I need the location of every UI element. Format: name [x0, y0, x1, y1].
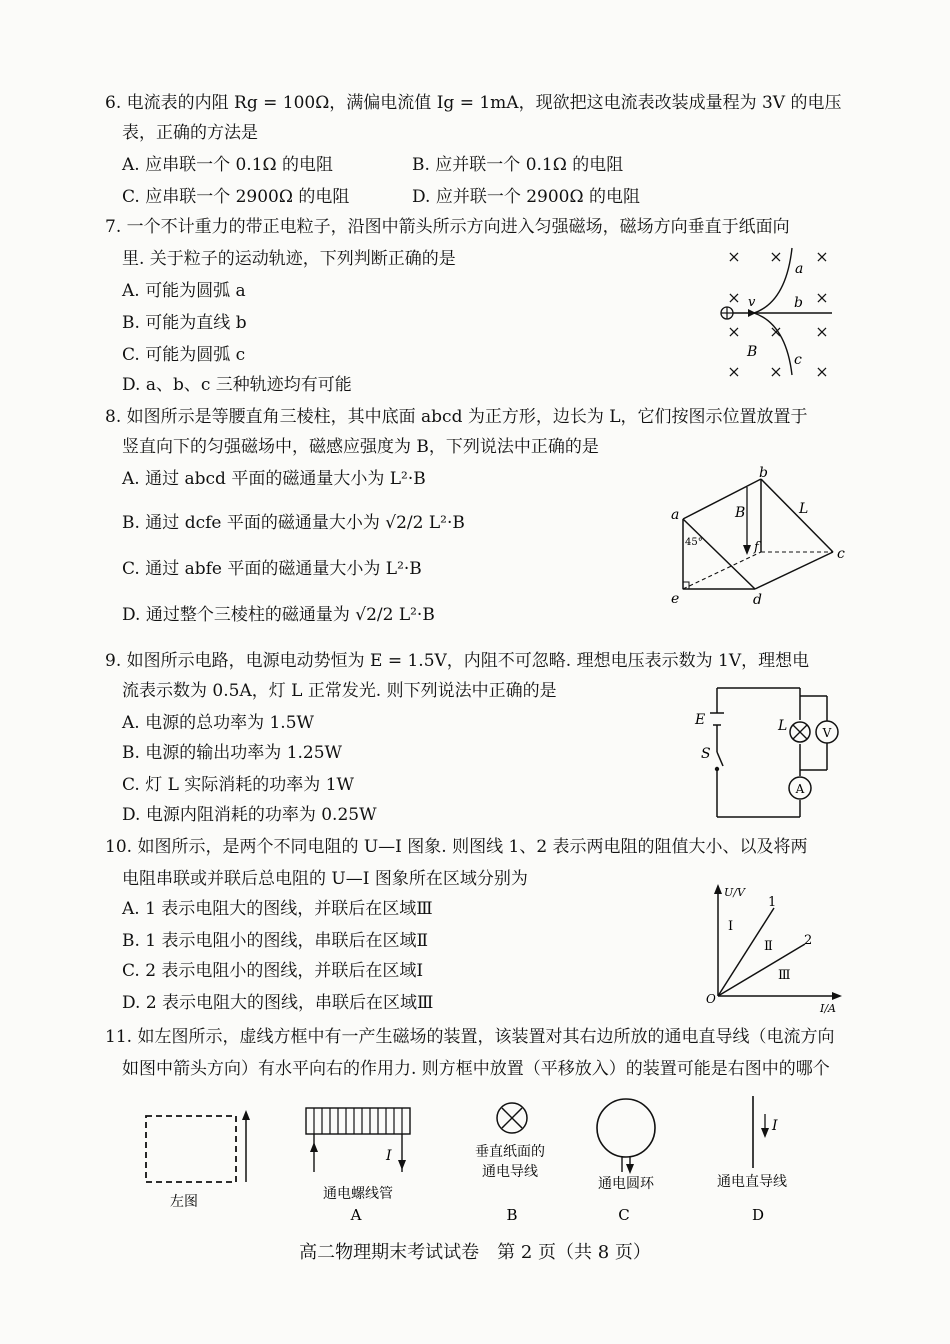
q11-solenoid-current-label: I	[386, 1148, 392, 1164]
q10-region-3: Ⅲ	[778, 968, 791, 983]
q8-label-length: L	[799, 501, 809, 517]
page-footer: 高二物理期末考试试卷 第 2 页（共 8 页）	[299, 1242, 651, 1263]
q9-label-s: S	[701, 746, 711, 762]
q6-option-c: C. 应串联一个 2900Ω 的电阻	[122, 187, 350, 207]
q7-option-b: B. 可能为直线 b	[122, 313, 247, 333]
q9-stem-line1: 9. 如图所示电路，电源电动势恒为 E = 1.5V，内阻不可忽略. 理想电压表示数为 1V，理想电	[105, 651, 810, 671]
svg-text:×: ×	[727, 247, 741, 266]
q11-b-caption-1: 垂直纸面的	[475, 1144, 545, 1160]
q11-d-caption: 通电直导线	[717, 1174, 787, 1190]
q10-stem-line1: 10. 如图所示，是两个不同电阻的 U—I 图象. 则图线 1、2 表示两电阻的阻值大小、以及将两	[105, 837, 808, 857]
q11-straight-wire-icon	[753, 1096, 769, 1168]
svg-text:×: ×	[769, 322, 783, 341]
q9-label-v: V	[822, 726, 832, 740]
q11-stem-line1: 11. 如左图所示，虚线方框中有一产生磁场的装置，该装置对其右边所放的通电直导线（电流方向	[105, 1027, 835, 1047]
q8-label-angle: 45°	[685, 537, 703, 548]
q10-region-1: Ⅰ	[728, 919, 734, 934]
q11-c-caption: 通电圆环	[598, 1176, 654, 1192]
q9-circuit-figure	[690, 680, 850, 825]
q7-option-c: C. 可能为圆弧 c	[122, 345, 246, 365]
q11-b-caption-2: 通电导线	[482, 1164, 538, 1180]
svg-text:×: ×	[815, 288, 829, 307]
q7-label-b: b	[794, 295, 803, 311]
q11-dashed-box	[146, 1116, 236, 1182]
q11-solenoid-icon	[306, 1108, 410, 1172]
q7-option-a: A. 可能为圆弧 a	[122, 281, 246, 301]
q9-option-d: D. 电源内阻消耗的功率为 0.25W	[122, 805, 377, 825]
q11-left-caption: 左图	[170, 1194, 198, 1210]
q8-label-b: b	[759, 465, 768, 481]
q8-stem-line2: 竖直向下的匀强磁场中，磁感应强度为 B，下列说法中正确的是	[122, 437, 599, 457]
q9-label-e: E	[695, 712, 706, 728]
q8-label-field: B	[735, 505, 746, 521]
q8-label-f: f	[754, 540, 759, 555]
q11-wire-current-label: I	[772, 1118, 778, 1134]
q10-y-axis-label: U/V	[724, 886, 745, 899]
q7-stem-line2: 里. 关于粒子的运动轨迹，下列判断正确的是	[122, 249, 456, 269]
svg-text:×: ×	[727, 362, 741, 381]
q9-option-a: A. 电源的总功率为 1.5W	[122, 713, 314, 733]
q7-option-d: D. a、b、c 三种轨迹均有可能	[122, 375, 352, 395]
q11-c-letter: C	[618, 1206, 630, 1220]
q10-line1-label: 1	[768, 895, 777, 910]
q6-option-d: D. 应并联一个 2900Ω 的电阻	[412, 187, 640, 207]
q6-stem-line1: 6. 电流表的内阻 Rg = 100Ω，满偏电流值 Ig = 1mA，现欲把这电流表改装成量程为 3V 的电压	[105, 93, 842, 113]
q7-stem-line1: 7. 一个不计重力的带正电粒子，沿图中箭头所示方向进入匀强磁场，磁场方向垂直于纸面向	[105, 217, 790, 237]
q11-d-letter: D	[751, 1206, 765, 1220]
q7-magnetic-field-figure	[710, 240, 840, 385]
q11-stem-line2: 如图中箭头方向）有水平向右的作用力. 则方框中放置（平移放入）的装置可能是右图中的哪个	[122, 1059, 830, 1079]
q9-stem-line2: 流表示数为 0.5A，灯 L 正常发光. 则下列说法中正确的是	[122, 681, 557, 701]
q8-label-e: e	[671, 591, 680, 607]
q11-current-ring-icon	[597, 1099, 655, 1174]
q10-stem-line2: 电阻串联或并联后总电阻的 U—I 图象所在区域分别为	[122, 869, 528, 889]
svg-text:×: ×	[769, 362, 783, 381]
q9-option-b: B. 电源的输出功率为 1.25W	[122, 743, 343, 763]
svg-text:×: ×	[815, 362, 829, 381]
q7-label-c: c	[794, 352, 802, 368]
q6-option-b: B. 应并联一个 0.1Ω 的电阻	[412, 155, 624, 175]
q8-option-d: D. 通过整个三棱柱的磁通量为 √2/2 L²·B	[122, 605, 435, 625]
q11-devices-figure	[130, 1090, 850, 1220]
svg-text:×: ×	[815, 322, 829, 341]
q8-option-a: A. 通过 abcd 平面的磁通量大小为 L²·B	[122, 469, 426, 489]
q9-option-c: C. 灯 L 实际消耗的功率为 1W	[122, 775, 354, 795]
q7-label-a: a	[795, 261, 804, 277]
q11-a-caption: 通电螺线管	[323, 1186, 393, 1202]
q8-label-c: c	[837, 546, 845, 562]
q10-line-2	[718, 944, 805, 996]
q6-stem-line2: 表，正确的方法是	[122, 123, 258, 143]
svg-text:×: ×	[727, 288, 741, 307]
q10-option-b: B. 1 表示电阻小的图线，串联后在区域Ⅱ	[122, 931, 429, 951]
q11-b-letter: B	[506, 1206, 518, 1220]
q8-label-d: d	[753, 592, 762, 608]
q10-region-2: Ⅱ	[764, 939, 773, 954]
q10-option-d: D. 2 表示电阻大的图线，串联后在区域Ⅲ	[122, 993, 434, 1013]
q10-option-a: A. 1 表示电阻大的图线，并联后在区域Ⅲ	[122, 899, 433, 919]
q10-ui-graph	[700, 878, 850, 1018]
q7-label-v: v	[748, 295, 756, 310]
q8-label-a: a	[671, 507, 680, 523]
svg-text:×: ×	[815, 247, 829, 266]
svg-text:×: ×	[727, 322, 741, 341]
q8-prism-figure	[665, 465, 850, 610]
q10-option-c: C. 2 表示电阻小的图线，并联后在区域Ⅰ	[122, 961, 424, 981]
q11-a-letter: A	[350, 1206, 362, 1220]
q8-stem-line1: 8. 如图所示是等腰直角三棱柱，其中底面 abcd 为正方形，边长为 L，它们按图示位置放置于	[105, 407, 808, 427]
q6-option-a: A. 应串联一个 0.1Ω 的电阻	[122, 155, 334, 175]
q10-line2-label: 2	[804, 933, 813, 948]
q8-option-b: B. 通过 dcfe 平面的磁通量大小为 √2/2 L²·B	[122, 513, 465, 533]
q11-wire-into-page-icon	[497, 1103, 527, 1133]
q7-label-field: B	[747, 344, 758, 360]
q10-origin-label: O	[706, 992, 716, 1006]
q9-label-a: A	[795, 782, 805, 796]
q9-label-l: L	[778, 718, 788, 734]
q10-x-axis-label: I/A	[820, 1002, 836, 1015]
svg-text:×: ×	[769, 247, 783, 266]
q8-option-c: C. 通过 abfe 平面的磁通量大小为 L²·B	[122, 559, 422, 579]
